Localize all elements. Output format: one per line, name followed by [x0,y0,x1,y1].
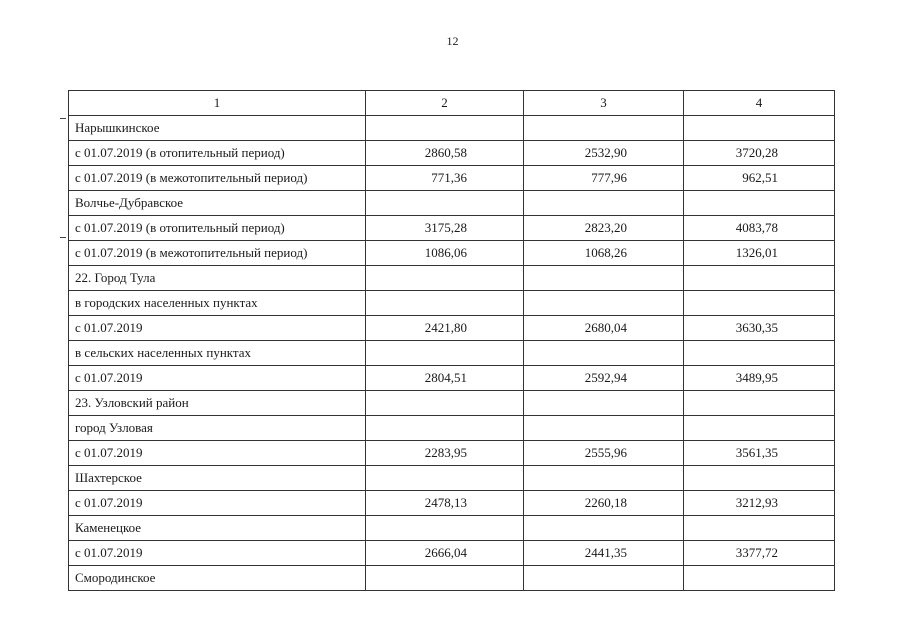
row-label: Нарышкинское [69,116,366,141]
value-cell [684,391,835,416]
row-label: с 01.07.2019 [69,541,366,566]
table-row [69,191,835,216]
value-cell: 1086,06 [366,241,524,266]
tariff-table [68,90,835,591]
table-row [69,116,835,141]
value-cell [684,466,835,491]
value-cell [684,416,835,441]
table-row [69,316,835,341]
row-label: с 01.07.2019 [69,366,366,391]
row-label: в сельских населенных пунктах [69,341,366,366]
value-cell: 1068,26 [524,241,684,266]
value-cell: 3630,35 [684,316,835,341]
value-cell [524,466,684,491]
value-cell [366,566,524,591]
value-cell [366,416,524,441]
value-cell [366,466,524,491]
value-cell: 3377,72 [684,541,835,566]
value-cell [524,116,684,141]
value-cell [684,566,835,591]
value-cell: 2555,96 [524,441,684,466]
value-cell: 3561,35 [684,441,835,466]
value-cell: 2804,51 [366,366,524,391]
table-row [69,291,835,316]
value-cell: 2860,58 [366,141,524,166]
table-row [69,141,835,166]
column-header: 4 [684,91,835,116]
value-cell: 3489,95 [684,366,835,391]
row-label: с 01.07.2019 [69,491,366,516]
value-cell [524,291,684,316]
row-label: Каменецкое [69,516,366,541]
table-body [69,91,835,591]
value-cell: 2680,04 [524,316,684,341]
value-cell: 2592,94 [524,366,684,391]
value-cell [524,191,684,216]
table-row [69,516,835,541]
value-cell [366,266,524,291]
value-cell [366,391,524,416]
value-cell [366,116,524,141]
table-row [69,441,835,466]
margin-mark [60,237,66,238]
value-cell [524,516,684,541]
value-cell: 2823,20 [524,216,684,241]
row-label: город Узловая [69,416,366,441]
row-label: Смородинское [69,566,366,591]
value-cell [366,291,524,316]
table-row [69,266,835,291]
column-header: 2 [366,91,524,116]
value-cell [684,116,835,141]
table-header-row [69,91,835,116]
value-cell [524,566,684,591]
row-label: Шахтерское [69,466,366,491]
table-row [69,541,835,566]
value-cell: 3212,93 [684,491,835,516]
value-cell [684,266,835,291]
value-cell: 1326,01 [684,241,835,266]
value-cell: 3720,28 [684,141,835,166]
table-row [69,466,835,491]
value-cell: 2441,35 [524,541,684,566]
row-label: с 01.07.2019 (в межотопительный период) [69,241,366,266]
column-header: 3 [524,91,684,116]
row-label: с 01.07.2019 [69,441,366,466]
table-row [69,166,835,191]
column-header: 1 [69,91,366,116]
row-label: 22. Город Тула [69,266,366,291]
value-cell: 777,96 [524,166,684,191]
value-cell [684,291,835,316]
value-cell: 2260,18 [524,491,684,516]
value-cell: 962,51 [684,166,835,191]
value-cell: 4083,78 [684,216,835,241]
value-cell: 2532,90 [524,141,684,166]
value-cell [524,266,684,291]
margin-mark [60,118,66,119]
row-label: Волчье-Дубравское [69,191,366,216]
value-cell [524,391,684,416]
value-cell [366,516,524,541]
table-row [69,366,835,391]
value-cell: 3175,28 [366,216,524,241]
value-cell: 2478,13 [366,491,524,516]
value-cell [524,341,684,366]
table-row [69,416,835,441]
value-cell: 771,36 [366,166,524,191]
table-row [69,241,835,266]
table-row [69,391,835,416]
value-cell: 2283,95 [366,441,524,466]
table-row [69,341,835,366]
row-label: с 01.07.2019 [69,316,366,341]
page-number: 12 [446,34,459,48]
table-row [69,216,835,241]
value-cell [684,341,835,366]
row-label: в городских населенных пунктах [69,291,366,316]
value-cell: 2421,80 [366,316,524,341]
row-label: с 01.07.2019 (в межотопительный период) [69,166,366,191]
table-row [69,566,835,591]
table-row [69,491,835,516]
value-cell: 2666,04 [366,541,524,566]
row-label: с 01.07.2019 (в отопительный период) [69,216,366,241]
value-cell [684,191,835,216]
value-cell [684,516,835,541]
row-label: с 01.07.2019 (в отопительный период) [69,141,366,166]
value-cell [366,341,524,366]
value-cell [366,191,524,216]
row-label: 23. Узловский район [69,391,366,416]
value-cell [524,416,684,441]
